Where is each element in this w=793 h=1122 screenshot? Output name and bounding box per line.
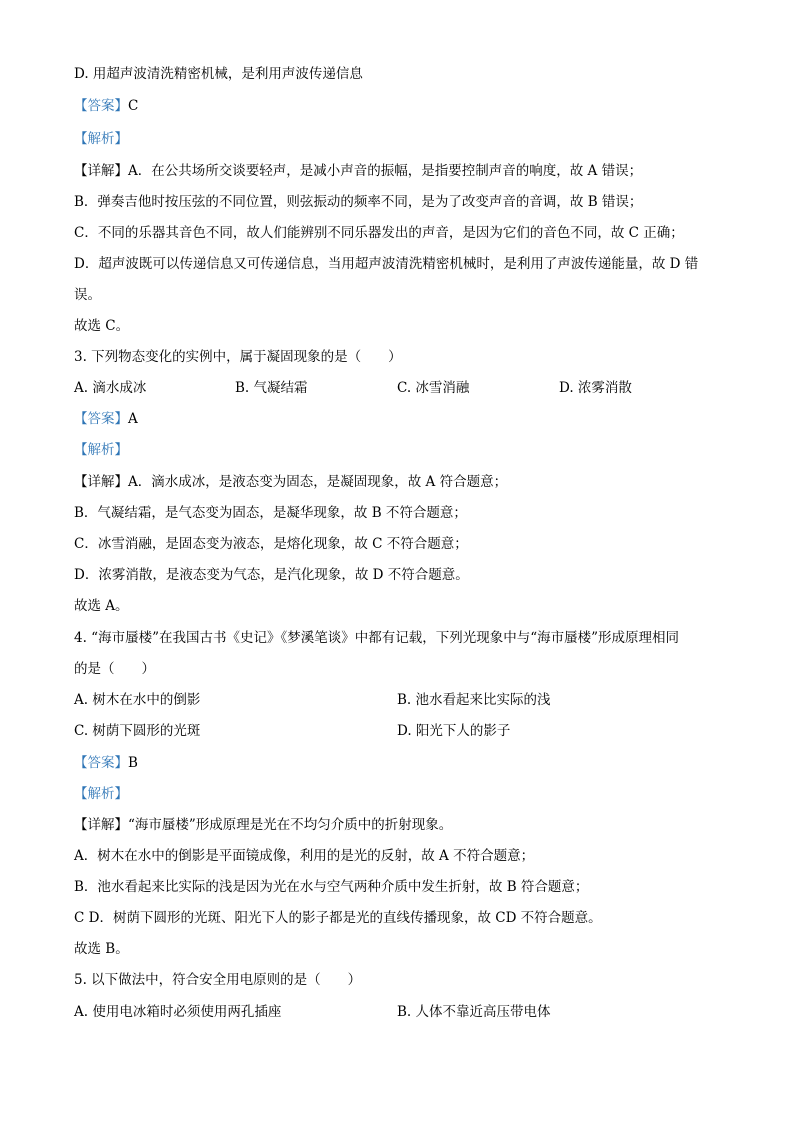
- q2-detail-b: B．弹奏吉他时按压弦的不同位置，则弦振动的频率不同，是为了改变声音的音调，故 B 错误；: [74, 194, 643, 210]
- q3-answer-line: [74, 409, 138, 429]
- q4-conclusion: 故选 B。: [74, 941, 129, 957]
- q2-analysis-tag: 【解析】: [74, 131, 128, 147]
- q4-stem-2: 的是（ ）: [74, 661, 155, 677]
- q2-detail-c: C．不同的乐器其音色不同，故人们能辨别不同乐器发出的声音，是因为它们的音色不同，故 C 正确；: [74, 225, 684, 241]
- q4-option-d: D. 阳光下人的影子: [397, 723, 511, 739]
- q5-option-b: B. 人体不靠近高压带电体: [397, 1004, 551, 1020]
- q4-answer: B: [128, 755, 138, 771]
- q4-detail-intro: 【详解】“海市蜃楼”形成原理是光在不均匀介质中的折射现象。: [74, 817, 453, 833]
- q2-detail-a: 【详解】A．在公共场所交谈要轻声，是减小声音的振幅，是指要控制声音的响度，故 A 错误；: [74, 163, 643, 179]
- q2-conclusion: 故选 C。: [74, 318, 130, 334]
- q3-stem: 3. 下列物态变化的实例中，属于凝固现象的是（ ）: [74, 349, 402, 365]
- q3-analysis-tag: 【解析】: [74, 442, 128, 458]
- q2-answer-line: [74, 96, 138, 116]
- q2-option-d: D. 用超声波清洗精密机械，是利用声波传递信息: [74, 66, 363, 82]
- q4-detail-a: A．树木在水中的倒影是平面镜成像，利用的是光的反射，故 A 不符合题意；: [74, 848, 535, 864]
- q2-answer: C: [128, 98, 139, 114]
- q5-stem: 5. 以下做法中，符合安全用电原则的是（ ）: [74, 972, 362, 988]
- answer-tag: 【答案】: [74, 755, 128, 771]
- q4-option-b: B. 池水看起来比实际的浅: [397, 692, 551, 708]
- q3-answer: A: [128, 411, 138, 427]
- q4-detail-cd: C D．树荫下圆形的光斑、阳光下人的影子都是光的直线传播现象，故 CD 不符合题意。: [74, 910, 602, 926]
- q4-option-c: C. 树荫下圆形的光斑: [74, 723, 201, 739]
- q3-option-b: B. 气凝结霜: [235, 380, 308, 396]
- q3-option-a: A. 滴水成冰: [74, 380, 147, 396]
- q5-option-a: A. 使用电冰箱时必须使用两孔插座: [74, 1004, 282, 1020]
- q2-detail-d-1: D．超声波既可以传递信息又可传递信息，当用超声波清洗精密机械时，是利用了声波传递能量，故 D 错: [74, 256, 699, 272]
- q2-detail-d-2: 误。: [74, 287, 101, 303]
- q3-option-c: C. 冰雪消融: [397, 380, 470, 396]
- q4-answer-line: [74, 753, 138, 773]
- q4-option-a: A. 树木在水中的倒影: [74, 692, 201, 708]
- answer-tag: 【答案】: [74, 98, 128, 114]
- q3-detail-c: C．冰雪消融，是固态变为液态，是熔化现象，故 C 不符合题意；: [74, 536, 468, 552]
- q4-detail-b: B．池水看起来比实际的浅是因为光在水与空气两种介质中发生折射，故 B 符合题意；: [74, 879, 589, 895]
- q4-analysis-tag: 【解析】: [74, 786, 128, 802]
- q3-detail-b: B．气凝结霜，是气态变为固态，是凝华现象，故 B 不符合题意；: [74, 505, 467, 521]
- q3-detail-a: 【详解】A．滴水成冰，是液态变为固态，是凝固现象，故 A 符合题意；: [74, 474, 508, 490]
- q4-stem-1: 4. “海市蜃楼”在我国古书《史记》《梦溪笔谈》中都有记载，下列光现象中与“海市蜃楼”形成原理相同: [74, 630, 680, 646]
- q3-conclusion: 故选 A。: [74, 598, 129, 614]
- q3-option-d: D. 浓雾消散: [559, 380, 632, 396]
- answer-tag: 【答案】: [74, 411, 128, 427]
- q3-detail-d: D．浓雾消散，是液态变为气态，是汽化现象，故 D 不符合题意。: [74, 567, 469, 583]
